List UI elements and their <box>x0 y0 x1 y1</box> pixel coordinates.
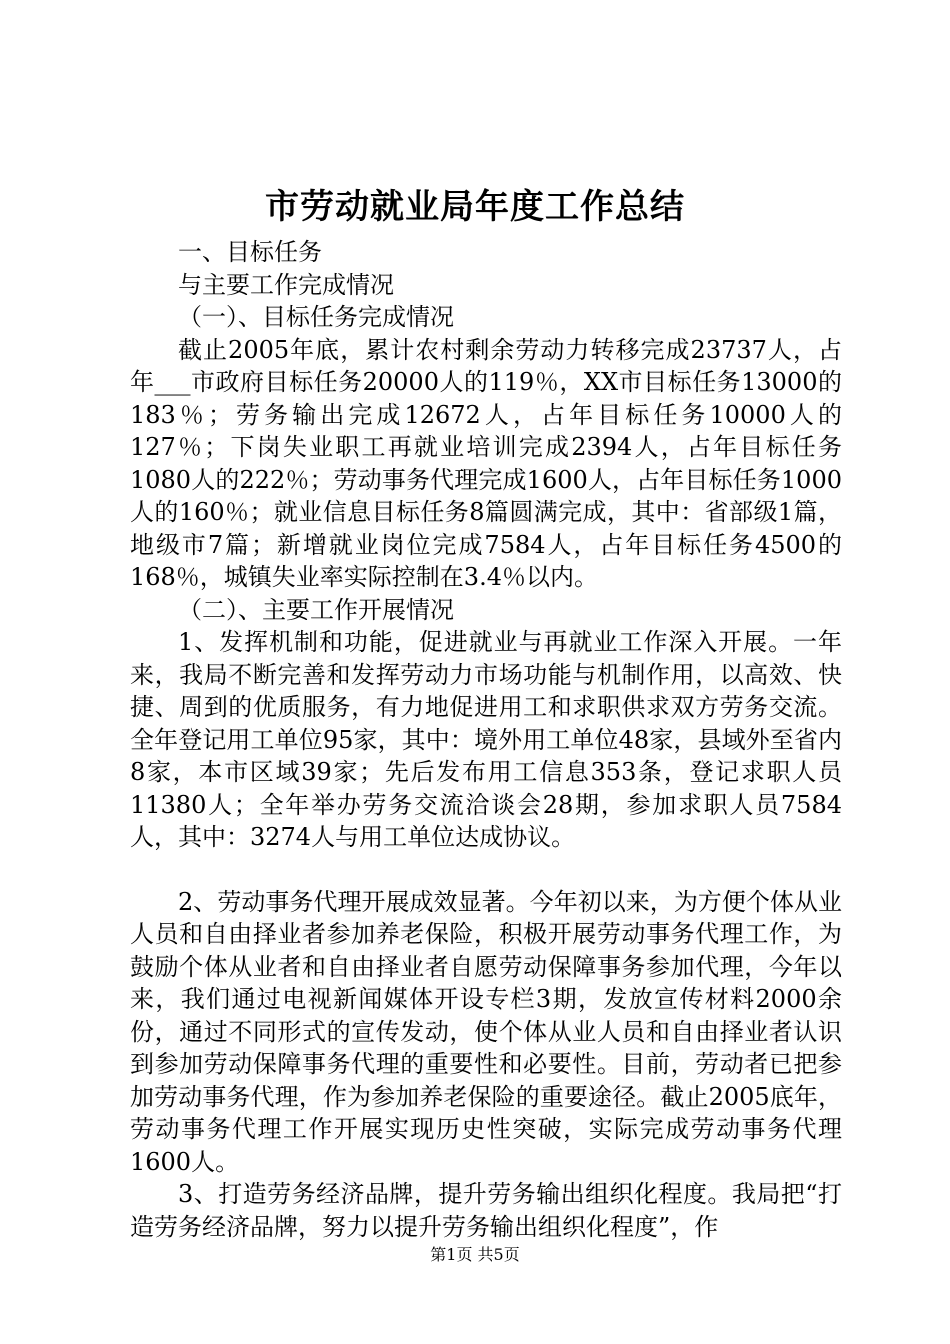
page-footer: 第1页 共5页 <box>430 1245 520 1264</box>
paragraph-targets: 截止2005年底，累计农村剩余劳动力转移完成23737人，占年___市政府目标任务20000人的119％，XX市目标任务13000的183％；劳务输出完成12672人，占年目标任务10000人的127％；下岗失业职工再就业培训完成2394人，占年目标任务1080人的222％；劳动事务代理完成1600人，占年目标任务1000人的160％；就业信息目标任务8篇圆满完成，其中：省部级1篇，地级市7篇；新增就业岗位完成7584人，占年目标任务4500的168％，城镇失业率实际控制在3.4％以内。 <box>130 335 842 591</box>
subheading-targets: （一）、目标任务完成情况 <box>178 303 454 331</box>
document-body <box>130 236 842 1243</box>
document-title: 市劳动就业局年度工作总结 <box>265 187 685 227</box>
paragraph-item-1: 1、发挥机制和功能，促进就业与再就业工作深入开展。一年来，我局不断完善和发挥劳动力市场功能与机制作用，以高效、快捷、周到的优质服务，有力地促进用工和求职供求双方劳务交流。全年登记用工单位95家，其中：境外用工单位48家，县域外至省内8家，本市区域39家；先后发布用工信息353条，登记求职人员11380人；全年举办劳务交流洽谈会28期，参加求职人员7584人，其中：3274人与用工单位达成协议。 <box>130 628 842 851</box>
heading-section-1: 一、目标任务 <box>178 238 322 266</box>
paragraph-item-2: 2、劳动事务代理开展成效显著。今年初以来，为方便个体从业人员和自由择业者参加养老保险，积极开展劳动事务代理工作，为鼓励个体从业者和自由择业者自愿劳动保障事务参加代理，今年以来，我们通过电视新闻媒体开设专栏3期，发放宣传材料2000余份，通过不同形式的宣传发动，使个体从业人员和自由择业者认识到参加劳动保障事务代理的重要性和必要性。目前，劳动者已把参加劳动事务代理，作为参加养老保险的重要途径。截止2005底年，劳动事务代理工作开展实现历史性突破，实际完成劳动事务代理1600人。 <box>130 887 842 1176</box>
heading-section-1-continued: 与主要工作完成情况 <box>178 270 394 299</box>
subheading-main-work: （二）、主要工作开展情况 <box>178 595 454 624</box>
paragraph-item-3: 3、打造劳务经济品牌，提升劳务输出组织化程度。我局把“打造劳务经济品牌，努力以提升劳务输出组织化程度”，作 <box>130 1180 842 1241</box>
